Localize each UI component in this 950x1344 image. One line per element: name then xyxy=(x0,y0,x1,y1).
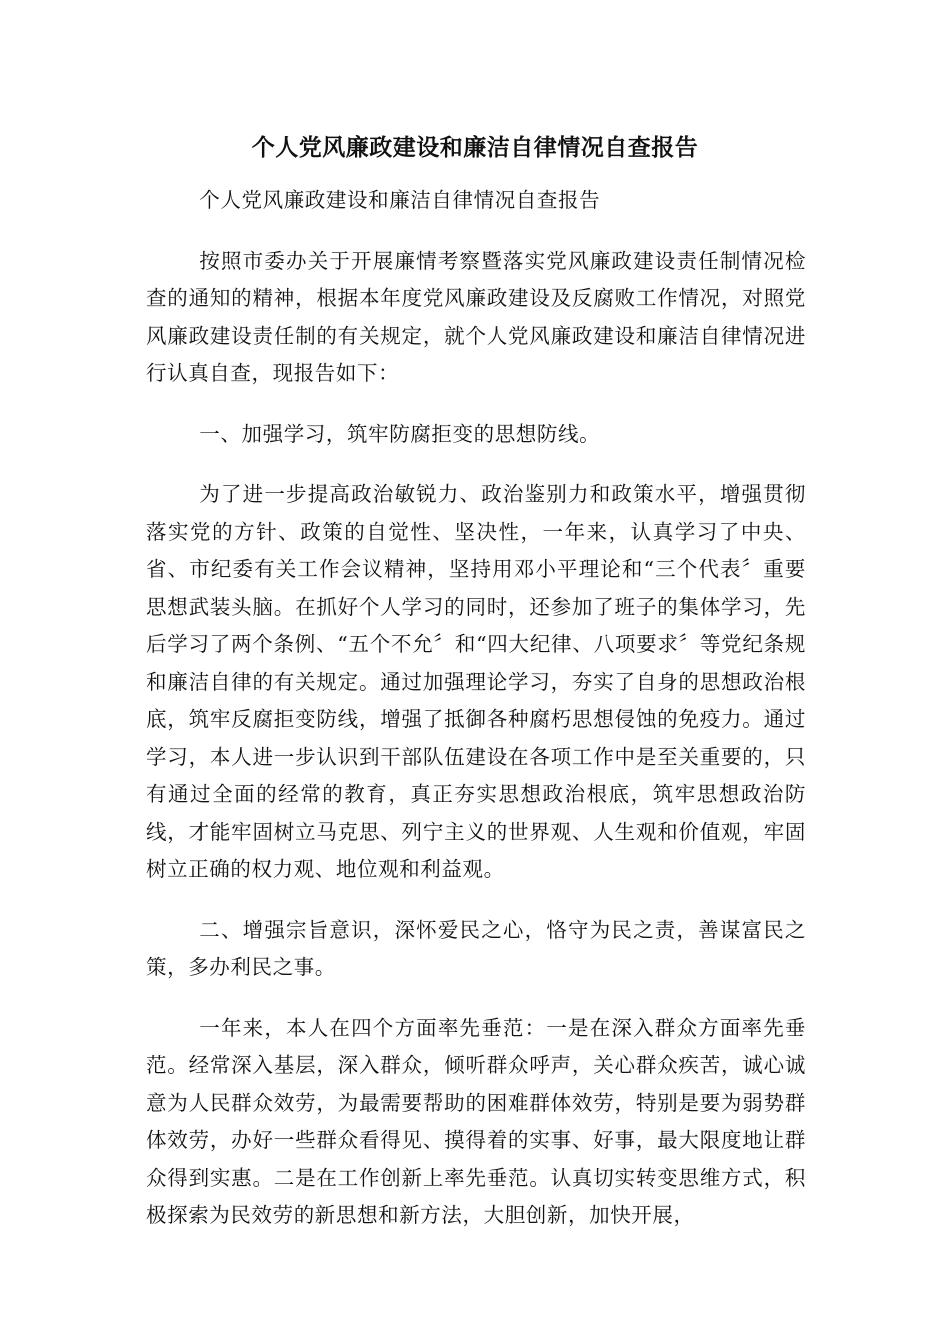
document-title: 个人党风廉政建设和廉洁自律情况自查报告 xyxy=(251,135,699,161)
paragraph-example: 一年来，本人在四个方面率先垂范：一是在深入群众方面率先垂范。经常深入基层，深入群众，倾听群众呼声，关心群众疾苦，诚心诚意为人民群众效劳，为最需要帮助的困难群体效劳，特别是要为弱势群体效劳，办好一些群众看得见、摸得着的实事、好事，最大限度地让群众得到实惠。二是在工作创新上率先垂范。认真切实转变思维方式，积极探索为民效劳的新思想和新方法，大胆创新，加快开展， xyxy=(146,1015,806,1227)
section-heading-2: 二、增强宗旨意识，深怀爱民之心，恪守为民之责，善谋富民之策，多办利民之事。 xyxy=(146,917,806,979)
paragraph-study: 为了进一步提高政治敏锐力、政治鉴别力和政策水平，增强贯彻落实党的方针、政策的自觉性、坚决性，一年来，认真学习了中央、省、市纪委有关工作会议精神，坚持用邓小平理论和“三个代表〞重要思想武装头脑。在抓好个人学习的同时，还参加了班子的集体学习，先后学习了两个条例、“五个不允〞和“四大纪律、八项要求〞等党纪条规和廉洁自律的有关规定。通过加强理论学习，夯实了自身的思想政治根底，筑牢反腐拒变防线，增强了抵御各种腐朽思想侵蚀的免疫力。通过学习，本人进一步认识到干部队伍建设在各项工作中是至关重要的，只有通过全面的经常的教育，真正夯实思想政治根底，筑牢思想政治防线，才能牢固树立马克思、列宁主义的世界观、人生观和价值观，牢固树立正确的权力观、地位观和利益观。 xyxy=(146,482,806,881)
paragraph-intro: 按照市委办关于开展廉情考察暨落实党风廉政建设责任制情况检查的通知的精神，根据本年度党风廉政建设及反腐败工作情况，对照党风廉政建设责任制的有关规定，就个人党风廉政建设和廉洁自律情况进行认真自查，现报告如下： xyxy=(146,248,806,385)
paragraph-subtitle: 个人党风廉政建设和廉洁自律情况自查报告 xyxy=(199,188,601,212)
document-body xyxy=(146,182,806,1258)
section-heading-1: 一、加强学习，筑牢防腐拒变的思想防线。 xyxy=(199,421,601,446)
